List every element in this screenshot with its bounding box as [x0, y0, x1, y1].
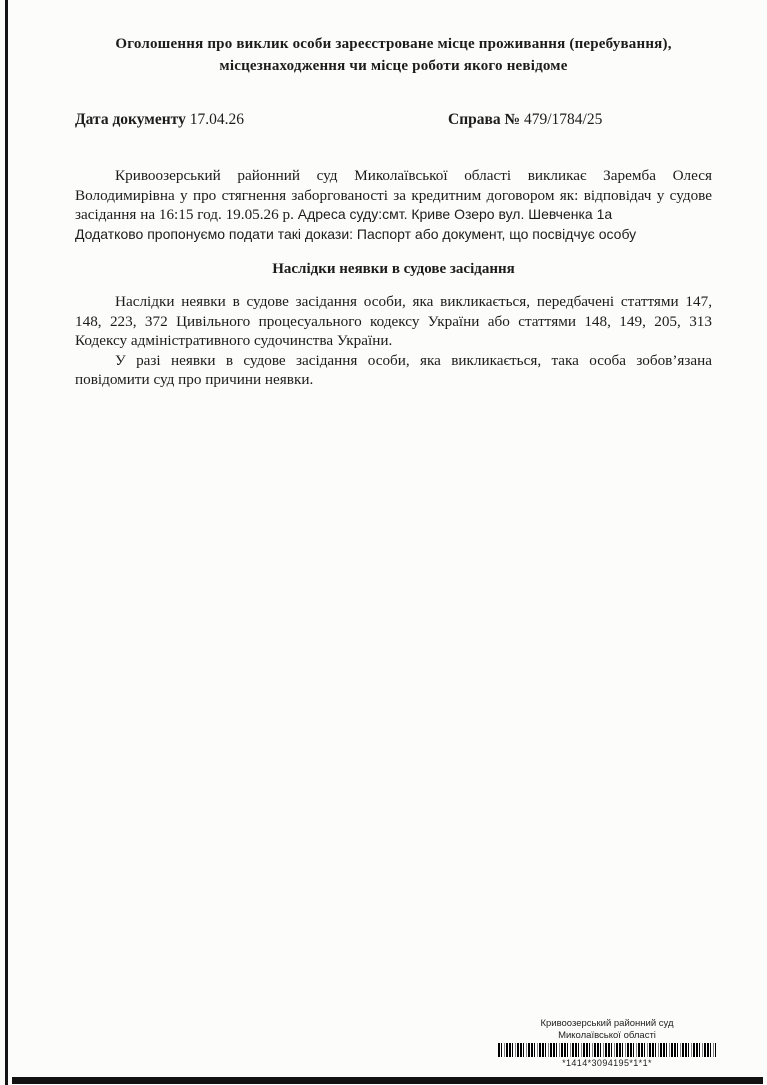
- case-label: Справа №: [448, 111, 521, 128]
- document-date: [75, 111, 244, 129]
- document-meta: [75, 111, 712, 132]
- footer-court-line1: Кривоозерський районний суд: [540, 1018, 674, 1029]
- case-number: [448, 111, 602, 129]
- consequences-paragraph: Наслідки неявки в судове засідання особи, яка викликається, передбачені статтями 147, 148, 223, 372 Цивільного процесуального кодексу України або статтями 148, 149, 205, 313 Кодексу адміністративного судочинства України.: [75, 293, 712, 349]
- barcode: [498, 1043, 716, 1057]
- document-body: [75, 166, 712, 390]
- court-address: Адреса суду:смт. Криве Озеро вул. Шевченка 1а: [297, 206, 613, 222]
- scan-edge-bottom: [12, 1077, 763, 1084]
- case-value: 479/1784/25: [523, 111, 603, 128]
- date-value: 17.04.26: [189, 111, 244, 128]
- document-title-line2: місцезнаходження чи місце роботи якого невідоме: [219, 58, 568, 74]
- summons-paragraph: [75, 166, 712, 225]
- consequences-block: [75, 292, 712, 390]
- barcode-value: *1414*3094195*1*1*: [562, 1058, 652, 1068]
- document-title-line1: Оголошення про виклик особи зареєстроване місце проживання (перебування),: [115, 36, 672, 52]
- evidence-paragraph: Додатково пропонуємо подати такі докази: Паспорт або документ, що посвідчує особу: [75, 225, 637, 242]
- section-heading: Наслідки неявки в судове засідання: [272, 261, 515, 277]
- document-page: [75, 33, 712, 390]
- document-footer: [498, 1018, 716, 1070]
- footer-court-line2: Миколаївської області: [558, 1029, 656, 1041]
- date-label: Дата документу: [75, 111, 186, 128]
- scan-edge-left: [5, 0, 8, 1085]
- obligation-paragraph: У разі неявки в судове засідання особи, яка викликається, така особа зобов’язана повідомити суд про причини неявки.: [75, 351, 712, 388]
- document-title: [75, 33, 712, 77]
- summons-text: Кривоозерський районний суд Миколаївської області викликає Заремба Олеся Володимирівна у про стягнення заборгованості за кредитним договором як: відповідач у судове засідання на 16:15 год. 19.05.26 р.: [75, 167, 712, 223]
